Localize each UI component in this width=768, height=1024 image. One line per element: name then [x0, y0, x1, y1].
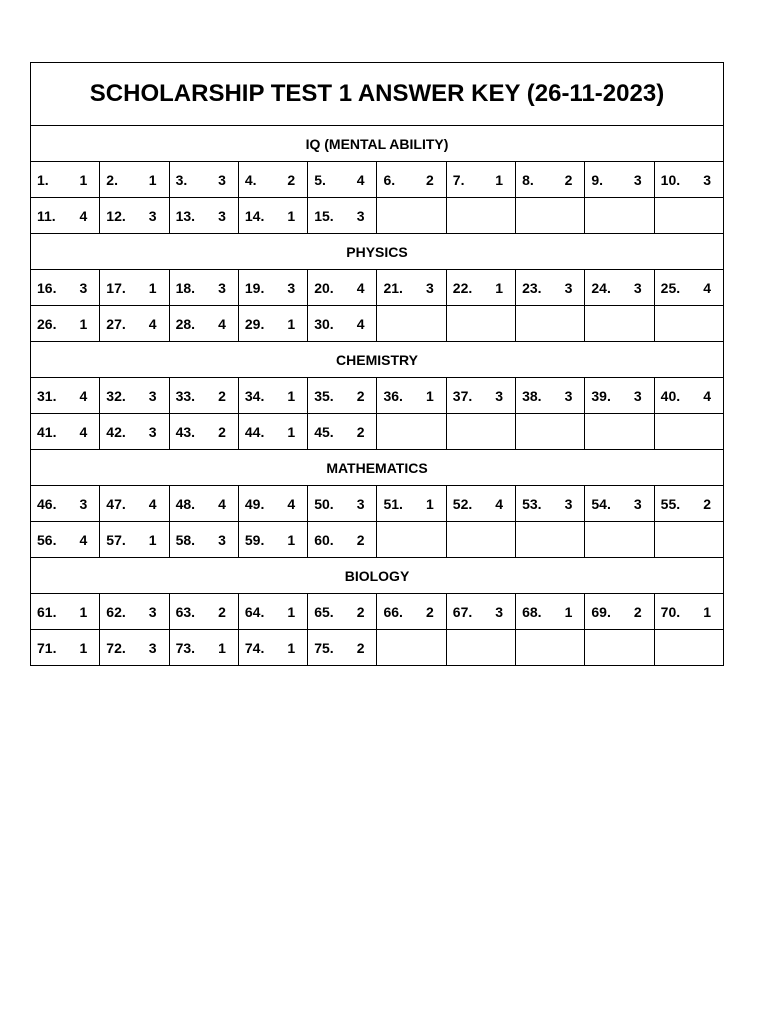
empty-cell: [654, 630, 723, 666]
answer-option: 3: [425, 279, 434, 296]
answer-row: [31, 198, 724, 234]
empty-cell: [585, 522, 654, 558]
answer-option: 3: [79, 279, 88, 296]
answer-option: 3: [633, 495, 642, 512]
answer-option: 3: [218, 531, 226, 548]
answer-option: 1: [495, 279, 504, 296]
question-number: 75.: [314, 639, 334, 656]
answer-cell: [446, 486, 515, 522]
answer-cell: [377, 594, 446, 630]
empty-cell: [654, 414, 723, 450]
answer-option: 3: [148, 639, 157, 656]
question-number: 27.: [106, 315, 126, 332]
question-number: 62.: [106, 603, 126, 620]
answer-cell: [446, 270, 515, 306]
answer-option: 2: [218, 423, 226, 440]
question-number: 1.: [37, 171, 49, 188]
answer-option: 1: [287, 639, 296, 656]
empty-cell: [516, 198, 585, 234]
question-number: 9.: [591, 171, 604, 188]
question-number: 30.: [314, 315, 334, 332]
answer-cell: [446, 594, 515, 630]
answer-key-body: [31, 63, 724, 666]
answer-cell: [31, 306, 100, 342]
question-number: 51.: [383, 495, 403, 512]
section-header-row: [31, 558, 724, 594]
answer-cell: [31, 594, 100, 630]
answer-option: 1: [425, 495, 434, 512]
question-number: 17.: [106, 279, 126, 296]
answer-cell: [169, 486, 238, 522]
answer-option: 4: [356, 171, 365, 188]
answer-option: 3: [633, 387, 642, 404]
answer-option: 1: [79, 171, 88, 188]
answer-option: 4: [356, 315, 365, 332]
empty-cell: [446, 414, 515, 450]
answer-cell: [100, 270, 169, 306]
answer-cell: [308, 306, 377, 342]
question-number: 21.: [383, 279, 403, 296]
question-number: 18.: [175, 279, 196, 296]
answer-cell: [585, 594, 654, 630]
answer-option: 2: [425, 603, 434, 620]
answer-option: 3: [564, 387, 573, 404]
answer-option: 2: [218, 387, 226, 404]
answer-option: 3: [356, 207, 365, 224]
answer-cell: [238, 306, 307, 342]
question-number: 67.: [452, 603, 473, 620]
empty-cell: [585, 630, 654, 666]
answer-cell: [238, 594, 307, 630]
answer-option: 1: [79, 639, 88, 656]
answer-row: [31, 630, 724, 666]
question-number: 54.: [591, 495, 611, 512]
answer-cell: [516, 378, 585, 414]
answer-cell: [31, 630, 100, 666]
answer-cell: [308, 378, 377, 414]
answer-cell: [308, 414, 377, 450]
question-number: 12.: [106, 207, 126, 224]
question-number: 56.: [37, 531, 57, 548]
answer-option: 3: [218, 279, 226, 296]
question-number: 46.: [37, 495, 57, 512]
question-number: 14.: [244, 207, 265, 224]
answer-option: 4: [218, 315, 226, 332]
answer-cell: [377, 486, 446, 522]
question-number: 4.: [244, 171, 257, 188]
answer-cell: [377, 162, 446, 198]
question-number: 40.: [660, 387, 681, 404]
section-title: MATHEMATICS: [31, 450, 724, 486]
question-number: 61.: [37, 603, 57, 620]
answer-option: 3: [564, 279, 573, 296]
question-number: 5.: [314, 171, 326, 188]
answer-option: 4: [703, 387, 711, 404]
answer-row: [31, 522, 724, 558]
question-number: 3.: [175, 171, 188, 188]
question-number: 66.: [383, 603, 403, 620]
answer-row: [31, 378, 724, 414]
question-number: 38.: [522, 387, 542, 404]
answer-cell: [100, 198, 169, 234]
answer-cell: [516, 594, 585, 630]
question-number: 41.: [37, 423, 57, 440]
answer-option: 3: [633, 171, 642, 188]
question-number: 35.: [314, 387, 334, 404]
answer-key-table: [30, 62, 724, 666]
answer-option: 4: [79, 531, 88, 548]
answer-cell: [100, 522, 169, 558]
empty-cell: [377, 198, 446, 234]
section-header-row: [31, 234, 724, 270]
section-header-row: [31, 342, 724, 378]
question-number: 73.: [175, 639, 196, 656]
answer-cell: [169, 378, 238, 414]
answer-cell: [100, 306, 169, 342]
question-number: 50.: [314, 495, 334, 512]
answer-option: 3: [148, 387, 157, 404]
answer-cell: [169, 414, 238, 450]
question-number: 2.: [106, 171, 118, 188]
answer-option: 1: [148, 171, 157, 188]
answer-cell: [31, 378, 100, 414]
answer-cell: [31, 270, 100, 306]
answer-cell: [308, 198, 377, 234]
question-number: 58.: [175, 531, 196, 548]
empty-cell: [585, 414, 654, 450]
answer-cell: [238, 162, 307, 198]
answer-cell: [585, 162, 654, 198]
answer-option: 3: [148, 423, 157, 440]
empty-cell: [516, 630, 585, 666]
answer-option: 3: [287, 279, 296, 296]
answer-option: 4: [148, 315, 157, 332]
answer-option: 1: [79, 603, 88, 620]
empty-cell: [585, 198, 654, 234]
answer-option: 2: [356, 639, 365, 656]
question-number: 64.: [244, 603, 265, 620]
answer-cell: [585, 378, 654, 414]
page-title: SCHOLARSHIP TEST 1 ANSWER KEY (26-11-2023): [31, 63, 724, 126]
answer-cell: [308, 270, 377, 306]
answer-option: 3: [218, 207, 226, 224]
answer-option: 3: [148, 207, 157, 224]
empty-cell: [377, 414, 446, 450]
answer-cell: [654, 162, 723, 198]
question-number: 19.: [244, 279, 265, 296]
answer-cell: [31, 198, 100, 234]
answer-cell: [238, 414, 307, 450]
question-number: 34.: [244, 387, 265, 404]
answer-cell: [169, 270, 238, 306]
answer-option: 1: [218, 639, 226, 656]
question-number: 23.: [522, 279, 542, 296]
question-number: 16.: [37, 279, 57, 296]
question-number: 10.: [660, 171, 681, 188]
answer-cell: [100, 378, 169, 414]
question-number: 39.: [591, 387, 611, 404]
answer-row: [31, 306, 724, 342]
answer-option: 1: [287, 531, 296, 548]
answer-option: 2: [564, 171, 573, 188]
answer-row: [31, 486, 724, 522]
answer-cell: [654, 486, 723, 522]
question-number: 15.: [314, 207, 334, 224]
answer-cell: [446, 378, 515, 414]
question-number: 57.: [106, 531, 126, 548]
answer-cell: [238, 522, 307, 558]
answer-cell: [31, 414, 100, 450]
answer-option: 2: [356, 387, 365, 404]
answer-cell: [100, 486, 169, 522]
question-number: 53.: [522, 495, 542, 512]
answer-cell: [31, 162, 100, 198]
question-number: 13.: [175, 207, 196, 224]
empty-cell: [654, 306, 723, 342]
question-number: 44.: [244, 423, 265, 440]
question-number: 74.: [244, 639, 265, 656]
answer-option: 2: [633, 603, 642, 620]
answer-option: 4: [148, 495, 157, 512]
answer-option: 1: [287, 423, 296, 440]
answer-cell: [169, 630, 238, 666]
answer-cell: [31, 522, 100, 558]
answer-option: 4: [79, 423, 88, 440]
answer-option: 4: [218, 495, 226, 512]
question-number: 55.: [660, 495, 681, 512]
answer-option: 3: [218, 171, 226, 188]
section-title: BIOLOGY: [31, 558, 724, 594]
question-number: 43.: [175, 423, 196, 440]
answer-cell: [308, 162, 377, 198]
section-header-row: [31, 450, 724, 486]
section-title: PHYSICS: [31, 234, 724, 270]
answer-row: [31, 162, 724, 198]
answer-cell: [446, 162, 515, 198]
question-number: 31.: [37, 387, 57, 404]
empty-cell: [516, 306, 585, 342]
question-number: 59.: [244, 531, 265, 548]
answer-cell: [238, 630, 307, 666]
empty-cell: [377, 306, 446, 342]
answer-cell: [169, 162, 238, 198]
answer-option: 1: [703, 603, 711, 620]
question-number: 28.: [175, 315, 196, 332]
answer-option: 3: [356, 495, 365, 512]
answer-option: 1: [287, 315, 296, 332]
answer-option: 2: [287, 171, 296, 188]
answer-option: 1: [148, 531, 157, 548]
empty-cell: [377, 522, 446, 558]
answer-option: 4: [287, 495, 296, 512]
title-row: [31, 63, 724, 126]
answer-option: 2: [356, 423, 365, 440]
answer-option: 4: [79, 207, 88, 224]
answer-row: [31, 594, 724, 630]
answer-option: 1: [287, 387, 296, 404]
answer-cell: [308, 594, 377, 630]
answer-option: 3: [633, 279, 642, 296]
question-number: 25.: [660, 279, 681, 296]
question-number: 6.: [383, 171, 396, 188]
question-number: 68.: [522, 603, 542, 620]
answer-cell: [169, 594, 238, 630]
question-number: 11.: [37, 207, 56, 224]
answer-cell: [238, 378, 307, 414]
empty-cell: [446, 522, 515, 558]
answer-cell: [100, 414, 169, 450]
answer-option: 3: [564, 495, 573, 512]
answer-cell: [169, 306, 238, 342]
question-number: 70.: [660, 603, 681, 620]
answer-cell: [100, 630, 169, 666]
answer-cell: [100, 162, 169, 198]
answer-cell: [654, 378, 723, 414]
question-number: 24.: [591, 279, 611, 296]
empty-cell: [516, 522, 585, 558]
answer-option: 2: [425, 171, 434, 188]
empty-cell: [377, 630, 446, 666]
answer-cell: [169, 198, 238, 234]
question-number: 60.: [314, 531, 334, 548]
answer-option: 2: [218, 603, 226, 620]
question-number: 33.: [175, 387, 196, 404]
empty-cell: [446, 306, 515, 342]
answer-cell: [238, 198, 307, 234]
question-number: 22.: [452, 279, 473, 296]
empty-cell: [585, 306, 654, 342]
answer-option: 1: [495, 171, 504, 188]
answer-option: 1: [425, 387, 434, 404]
answer-cell: [100, 594, 169, 630]
question-number: 69.: [591, 603, 611, 620]
answer-option: 1: [287, 603, 296, 620]
empty-cell: [654, 522, 723, 558]
answer-row: [31, 270, 724, 306]
answer-cell: [654, 594, 723, 630]
answer-cell: [377, 270, 446, 306]
question-number: 48.: [175, 495, 196, 512]
answer-option: 4: [79, 387, 88, 404]
answer-cell: [654, 270, 723, 306]
question-number: 29.: [244, 315, 265, 332]
answer-option: 1: [148, 279, 157, 296]
answer-cell: [516, 162, 585, 198]
question-number: 8.: [522, 171, 534, 188]
question-number: 72.: [106, 639, 126, 656]
question-number: 7.: [452, 171, 465, 188]
answer-option: 3: [79, 495, 88, 512]
question-number: 20.: [314, 279, 334, 296]
question-number: 42.: [106, 423, 126, 440]
answer-option: 4: [495, 495, 504, 512]
answer-option: 1: [287, 207, 296, 224]
question-number: 49.: [244, 495, 265, 512]
answer-cell: [238, 486, 307, 522]
answer-option: 1: [79, 315, 88, 332]
question-number: 32.: [106, 387, 126, 404]
empty-cell: [516, 414, 585, 450]
empty-cell: [654, 198, 723, 234]
answer-option: 3: [495, 387, 504, 404]
empty-cell: [446, 198, 515, 234]
answer-cell: [516, 270, 585, 306]
answer-option: 4: [703, 279, 711, 296]
section-title: IQ (MENTAL ABILITY): [31, 126, 724, 162]
answer-option: 3: [495, 603, 504, 620]
question-number: 36.: [383, 387, 403, 404]
answer-option: 2: [703, 495, 711, 512]
question-number: 47.: [106, 495, 126, 512]
answer-option: 4: [356, 279, 365, 296]
question-number: 26.: [37, 315, 57, 332]
answer-option: 1: [564, 603, 573, 620]
answer-cell: [585, 270, 654, 306]
answer-option: 2: [356, 531, 365, 548]
answer-cell: [238, 270, 307, 306]
question-number: 71.: [37, 639, 57, 656]
section-header-row: [31, 126, 724, 162]
answer-cell: [308, 630, 377, 666]
question-number: 37.: [452, 387, 473, 404]
answer-cell: [585, 486, 654, 522]
answer-cell: [516, 486, 585, 522]
answer-cell: [377, 378, 446, 414]
section-title: CHEMISTRY: [31, 342, 724, 378]
empty-cell: [446, 630, 515, 666]
question-number: 63.: [175, 603, 196, 620]
answer-cell: [308, 522, 377, 558]
answer-option: 3: [148, 603, 157, 620]
answer-cell: [308, 486, 377, 522]
answer-option: 2: [356, 603, 365, 620]
question-number: 65.: [314, 603, 334, 620]
answer-cell: [169, 522, 238, 558]
answer-row: [31, 414, 724, 450]
answer-cell: [31, 486, 100, 522]
question-number: 52.: [452, 495, 473, 512]
answer-option: 3: [703, 171, 711, 188]
question-number: 45.: [314, 423, 334, 440]
